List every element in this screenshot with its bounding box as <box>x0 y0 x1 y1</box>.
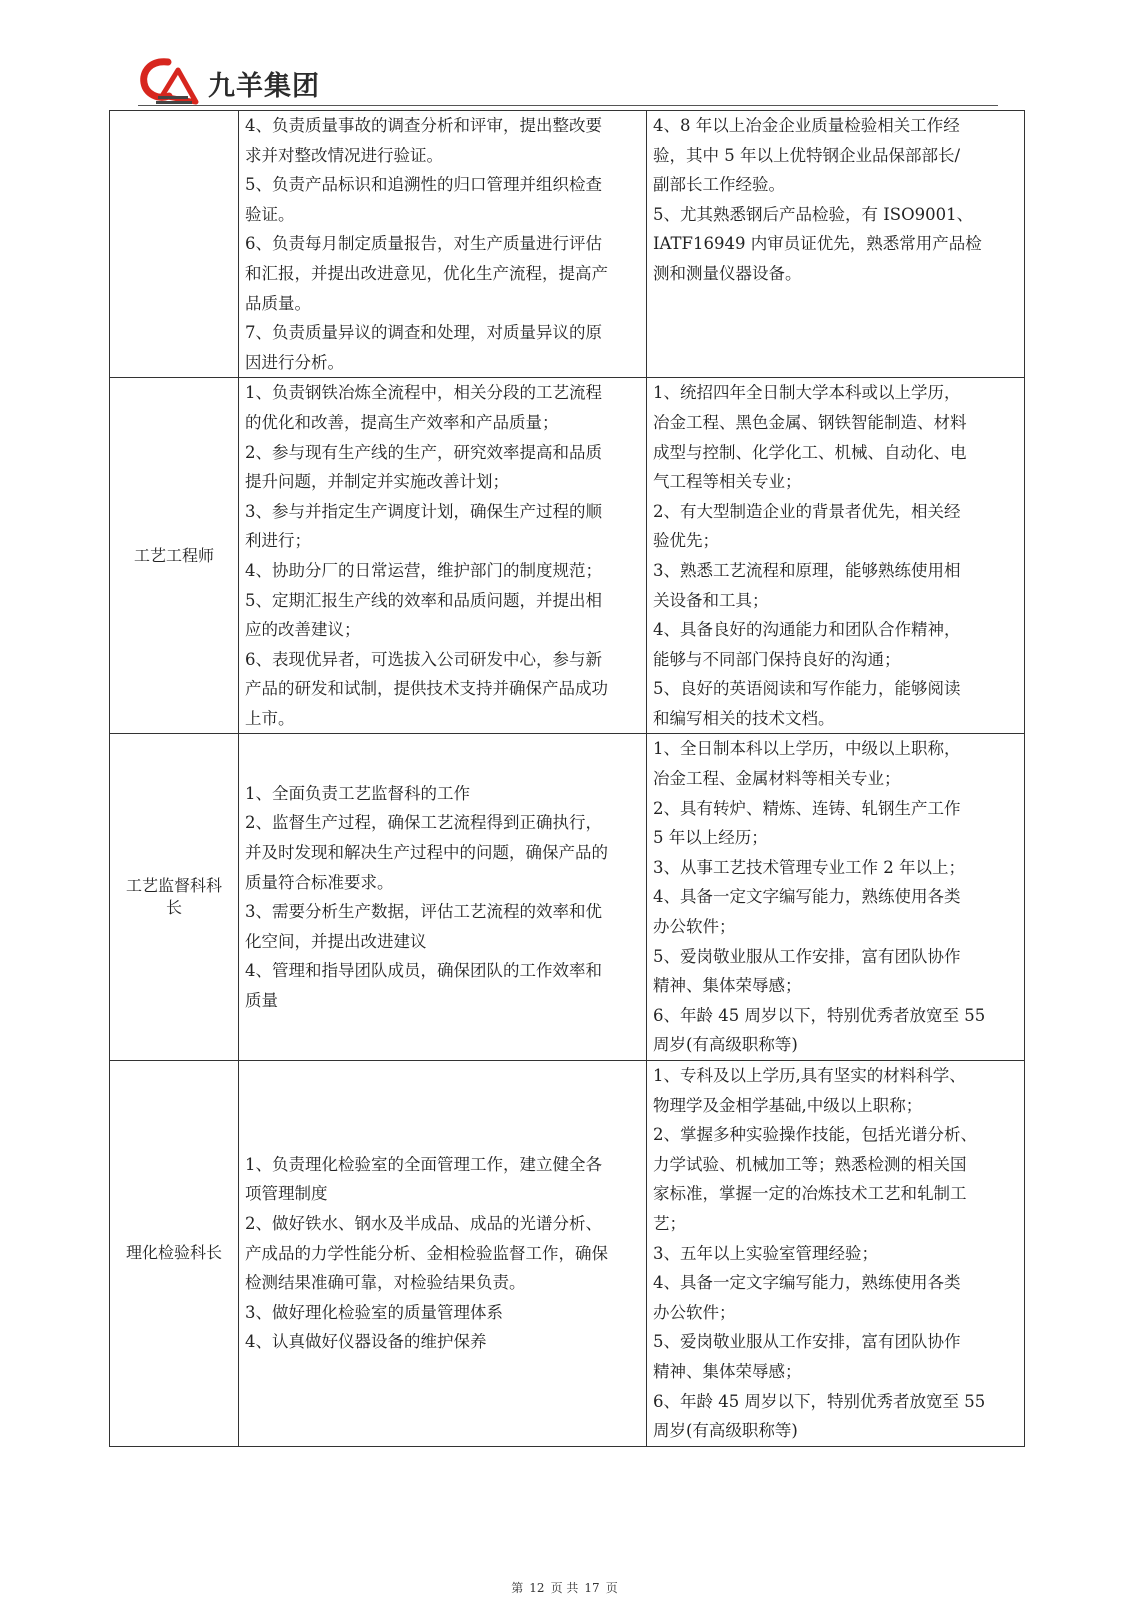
requirement-line: 6、年龄 45 周岁以下，特别优秀者放宽至 55 <box>653 1005 986 1025</box>
duty-line: 产成品的力学性能分析、金相检验监督工作，确保 <box>245 1243 608 1263</box>
footer-total-pages: 17 <box>584 1581 600 1595</box>
page-header <box>138 54 998 108</box>
requirement-line: 办公软件； <box>653 917 736 937</box>
duty-line: 2、做好铁水、钢水及半成品、成品的光谱分析、 <box>245 1213 602 1233</box>
requirement-line: 1、统招四年全日制大学本科或以上学历， <box>653 383 961 403</box>
job-title-cell: 工艺工程师 <box>110 378 239 734</box>
duty-line: 品质量。 <box>245 293 311 313</box>
requirement-line: 成型与控制、化学化工、机械、自动化、电 <box>653 442 967 462</box>
requirement-line: 力学试验、机械加工等；熟悉检测的相关国 <box>653 1154 967 1174</box>
requirement-line: 4、具备良好的沟通能力和团队合作精神， <box>653 620 961 640</box>
requirement-line: 4、具备一定文字编写能力，熟练使用各类 <box>653 887 961 907</box>
requirement-line: 3、从事工艺技术管理专业工作 2 年以上； <box>653 857 965 877</box>
duty-line: 3、做好理化检验室的质量管理体系 <box>245 1302 503 1322</box>
table-row <box>110 1061 1025 1447</box>
header-divider <box>138 105 998 106</box>
requirement-line: 关设备和工具； <box>653 590 769 610</box>
duty-line: 产品的研发和试制，提供技术支持并确保产品成功 <box>245 679 608 699</box>
requirement-line: 4、8 年以上冶金企业质量检验相关工作经 <box>653 116 960 135</box>
page-footer <box>0 1579 1129 1596</box>
job-duties-cell <box>239 1061 647 1447</box>
duty-line: 和汇报，并提出改进意见，优化生产流程，提高产 <box>245 263 608 283</box>
duty-line: 检测结果准确可靠，对检验结果负责。 <box>245 1273 526 1293</box>
requirement-line: 5、爱岗敬业服从工作安排，富有团队协作 <box>653 1332 961 1352</box>
table-row <box>110 734 1025 1061</box>
requirement-line: 5、良好的英语阅读和写作能力，能够阅读 <box>653 679 961 699</box>
requirement-line: 周岁(有高级职称等) <box>653 1421 798 1441</box>
requirement-line: 副部长工作经验。 <box>653 175 785 195</box>
company-logo-icon <box>138 56 204 106</box>
duty-line: 4、管理和指导团队成员，确保团队的工作效率和 <box>245 961 602 981</box>
duty-line: 验证。 <box>245 204 295 224</box>
duty-line: 1、负责钢铁冶炼全流程中，相关分段的工艺流程 <box>245 383 602 403</box>
requirement-line: IATF16949 内审员证优先，熟悉常用产品检 <box>653 234 982 254</box>
requirement-line: 6、年龄 45 周岁以下，特别优秀者放宽至 55 <box>653 1391 986 1411</box>
footer-suffix: 页 <box>605 1581 618 1595</box>
requirement-line: 4、具备一定文字编写能力，熟练使用各类 <box>653 1273 961 1293</box>
table-row <box>110 378 1025 734</box>
requirement-line: 气工程等相关专业； <box>653 472 802 492</box>
duty-line: 5、负责产品标识和追溯性的归口管理并组织检查 <box>245 175 602 195</box>
job-requirements-cell <box>647 378 1025 734</box>
duty-line: 上市。 <box>245 708 295 728</box>
job-requirements-cell <box>647 734 1025 1061</box>
table-row <box>110 111 1025 378</box>
duty-line: 4、负责质量事故的调查分析和评审，提出整改要 <box>245 116 602 135</box>
requirement-line: 5、尤其熟悉钢后产品检验，有 ISO9001、 <box>653 204 974 224</box>
requirement-line: 1、全日制本科以上学历，中级以上职称， <box>653 739 961 759</box>
job-title-cell <box>110 111 239 378</box>
duty-line: 的优化和改善，提高生产效率和产品质量； <box>245 412 559 432</box>
requirement-line: 2、有大型制造企业的背景者优先，相关经 <box>653 501 961 521</box>
duty-line: 应的改善建议； <box>245 620 361 640</box>
requirement-line: 周岁(有高级职称等) <box>653 1035 798 1055</box>
requirement-line: 精神、集体荣辱感； <box>653 1361 802 1381</box>
duty-line: 6、负责每月制定质量报告，对生产质量进行评估 <box>245 234 602 254</box>
duty-line: 1、负责理化检验室的全面管理工作，建立健全各 <box>245 1154 602 1174</box>
requirement-line: 冶金工程、黑色金属、钢铁智能制造、材料 <box>653 412 967 432</box>
requirement-line: 办公软件； <box>653 1302 736 1322</box>
duty-line: 质量 <box>245 991 278 1011</box>
requirement-line: 2、具有转炉、精炼、连铸、轧钢生产工作 <box>653 798 961 818</box>
requirement-line: 1、专科及以上学历,具有坚实的材料科学、 <box>653 1066 966 1085</box>
duty-line: 提升问题，并制定并实施改善计划； <box>245 472 509 492</box>
job-table <box>109 110 1025 1447</box>
duty-line: 求并对整改情况进行验证。 <box>245 145 443 165</box>
job-title-cell: 理化检验科长 <box>110 1061 239 1447</box>
duty-line: 2、监督生产过程，确保工艺流程得到正确执行， <box>245 813 602 833</box>
requirement-line: 5、爱岗敬业服从工作安排，富有团队协作 <box>653 946 961 966</box>
footer-page-number: 12 <box>529 1581 545 1595</box>
duty-line: 4、认真做好仪器设备的维护保养 <box>245 1332 487 1352</box>
duty-line: 3、参与并指定生产调度计划，确保生产过程的顺 <box>245 501 602 521</box>
requirement-line: 艺； <box>653 1213 686 1233</box>
requirement-line: 冶金工程、金属材料等相关专业； <box>653 769 901 789</box>
duty-line: 并及时发现和解决生产过程中的问题，确保产品的 <box>245 843 608 863</box>
duty-line: 利进行； <box>245 531 311 551</box>
duty-line: 5、定期汇报生产线的效率和品质问题，并提出相 <box>245 590 602 610</box>
requirement-line: 能够与不同部门保持良好的沟通； <box>653 649 901 669</box>
duty-line: 质量符合标准要求。 <box>245 872 394 892</box>
requirement-line: 精神、集体荣辱感； <box>653 976 802 996</box>
duty-line: 7、负责质量异议的调查和处理，对质量异议的原 <box>245 323 602 343</box>
requirement-line: 和编写相关的技术文档。 <box>653 708 835 728</box>
duty-line: 2、参与现有生产线的生产，研究效率提高和品质 <box>245 442 602 462</box>
job-duties-cell <box>239 378 647 734</box>
company-name: 九羊集团 <box>208 71 320 102</box>
duty-line: 化空间，并提出改进建议 <box>245 931 427 951</box>
duty-line: 因进行分析。 <box>245 352 344 372</box>
duty-line: 项管理制度 <box>245 1184 328 1204</box>
requirement-line: 3、熟悉工艺流程和原理，能够熟练使用相 <box>653 560 961 580</box>
duty-line: 4、协助分厂的日常运营，维护部门的制度规范； <box>245 560 602 580</box>
requirement-line: 5 年以上经历； <box>653 828 768 848</box>
job-duties-cell <box>239 734 647 1061</box>
job-title-cell: 工艺监督科科长 <box>110 734 239 1061</box>
requirement-line: 物理学及金相学基础,中级以上职称； <box>653 1095 923 1115</box>
job-duties-cell <box>239 111 647 378</box>
footer-middle: 页 共 <box>550 1581 579 1595</box>
requirement-line: 2、掌握多种实验操作技能，包括光谱分析、 <box>653 1125 977 1145</box>
job-requirements-cell <box>647 111 1025 378</box>
job-requirements-cell <box>647 1061 1025 1447</box>
requirement-line: 3、五年以上实验室管理经验； <box>653 1243 878 1263</box>
requirement-line: 验优先； <box>653 531 719 551</box>
duty-line: 1、全面负责工艺监督科的工作 <box>245 783 470 803</box>
requirement-line: 测和测量仪器设备。 <box>653 263 802 283</box>
requirement-line: 家标准，掌握一定的冶炼技术工艺和轧制工 <box>653 1184 967 1204</box>
footer-prefix: 第 <box>511 1581 524 1595</box>
requirement-line: 验，其中 5 年以上优特钢企业品保部部长/ <box>653 145 961 165</box>
duty-line: 6、表现优异者，可选拔入公司研发中心，参与新 <box>245 649 602 669</box>
duty-line: 3、需要分析生产数据，评估工艺流程的效率和优 <box>245 902 602 922</box>
